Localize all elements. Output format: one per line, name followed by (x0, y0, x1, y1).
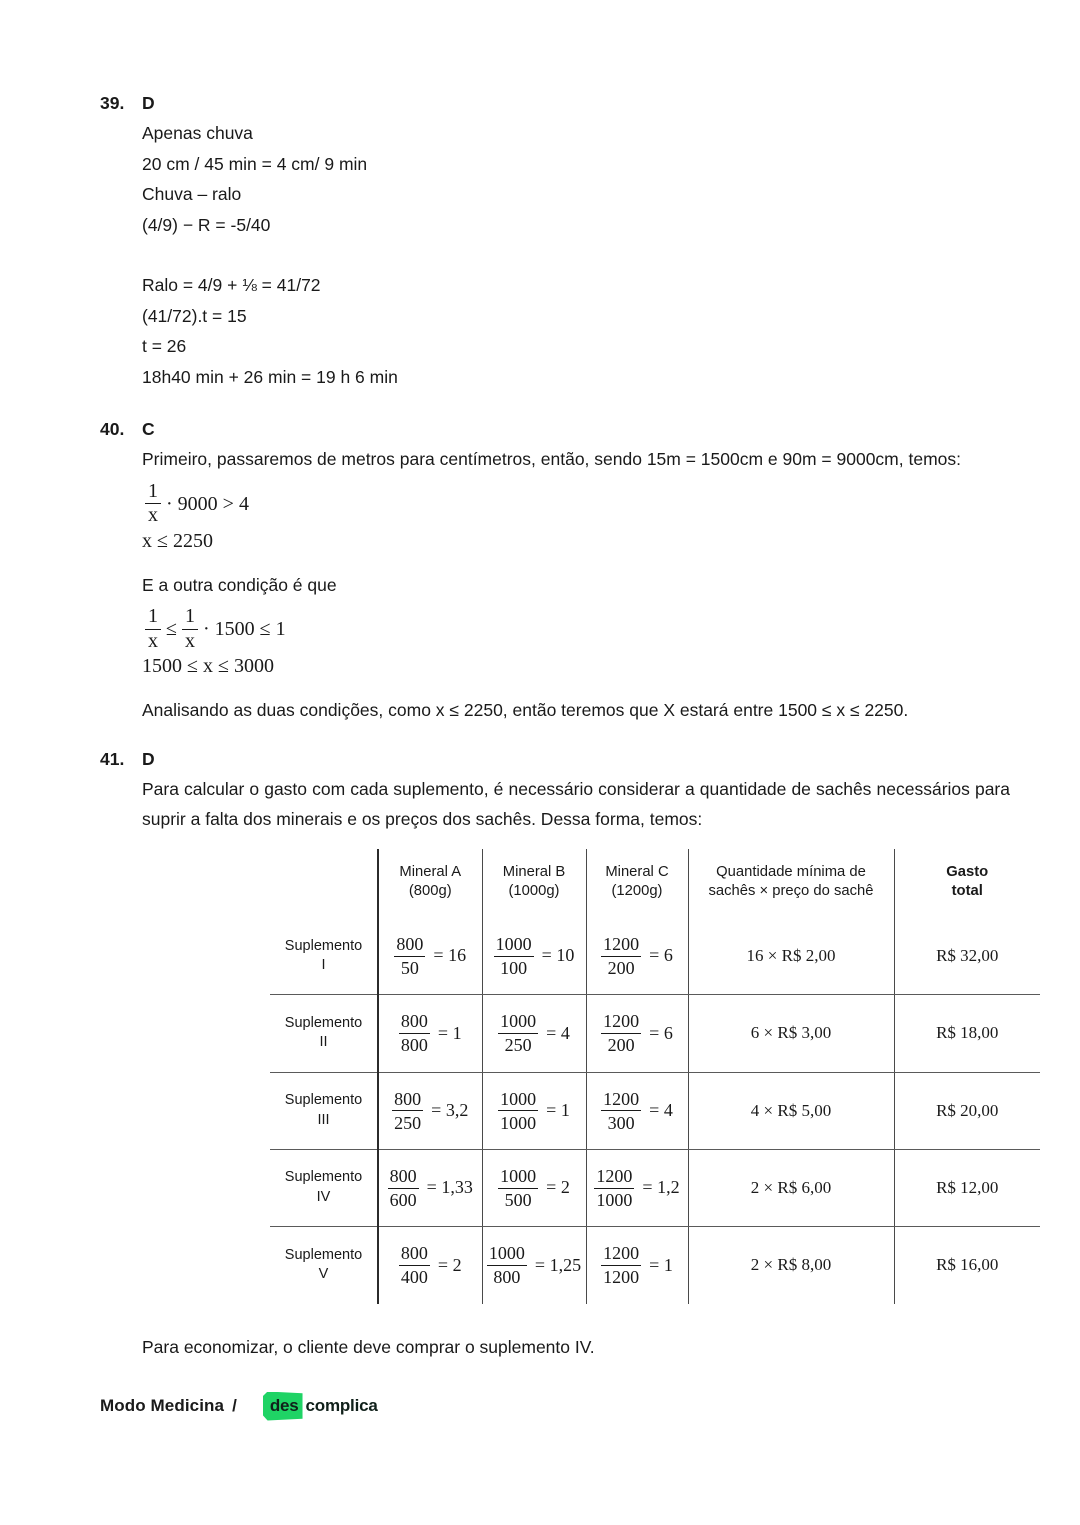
fraction-numerator: 1200 (603, 1243, 640, 1264)
header-text (270, 863, 377, 903)
fraction-denominator: 1200 (603, 1267, 640, 1288)
fraction-expression (392, 1089, 468, 1133)
fraction-numerator: 1000 (495, 933, 532, 954)
logo-chip (263, 1392, 303, 1421)
fraction-denominator: 100 (500, 958, 528, 979)
solution-line: t = 26 (142, 336, 187, 356)
header-line-2: sachês × preço do sachê (708, 883, 874, 900)
fraction-numerator: 1200 (596, 1165, 633, 1186)
fraction (601, 934, 641, 978)
total-value: R$ 20,00 (936, 1100, 999, 1120)
fraction-bar (392, 1110, 423, 1111)
fraction-denominator: 300 (607, 1112, 635, 1133)
cell-mineral-b (482, 918, 586, 995)
fraction-bar (494, 956, 534, 957)
fraction-numerator: 1200 (603, 933, 640, 954)
row-label-line-2: II (319, 1034, 328, 1051)
fraction (487, 1243, 527, 1287)
fraction-bar (498, 1033, 538, 1034)
header-text (895, 849, 1041, 918)
cell-content (379, 1073, 482, 1149)
quantity-value: 2 × R$ 8,00 (750, 1255, 832, 1275)
fraction-denominator: 50 (400, 958, 419, 979)
header-line-1: Mineral C (605, 863, 669, 880)
fraction-bar (594, 1188, 634, 1189)
fraction-numerator: 800 (396, 933, 424, 954)
solution-line: (41/72).t = 15 (142, 305, 247, 326)
row-label-line-2: IV (316, 1189, 331, 1206)
header-line-1: Gasto (946, 863, 989, 880)
equation-40-2 (142, 606, 1010, 652)
fraction-denominator: 600 (389, 1190, 417, 1211)
footer-brand: Modo Medicina (100, 1396, 225, 1415)
header-line-1: Mineral A (399, 863, 462, 880)
fraction-right (182, 606, 198, 652)
fraction-numerator: 1 (148, 479, 158, 502)
fraction-denominator: 200 (607, 1035, 635, 1056)
row-label-line-1: Suplemento (284, 1169, 363, 1186)
solution-line: 20 cm / 45 min = 4 cm/ 9 min (142, 153, 368, 174)
row-label-cell (270, 1227, 378, 1304)
header-text (483, 849, 586, 918)
row-label (270, 921, 377, 992)
row-label (270, 1152, 377, 1223)
fraction-denominator: 250 (504, 1035, 532, 1056)
header-line-1: Quantidade mínima de (716, 863, 866, 880)
cell-mineral-a (378, 1072, 482, 1149)
fraction (601, 1243, 641, 1287)
table-header-row (270, 849, 1040, 918)
equation-40-1-result: x ≤ 2250 (142, 529, 213, 552)
header-line-2: (800g) (408, 883, 452, 900)
cell-content (587, 1073, 688, 1149)
fraction-expression (498, 1089, 570, 1133)
cell-content (379, 995, 482, 1071)
row-label-line-2: III (317, 1111, 330, 1128)
fraction-result: = 1 (546, 1100, 570, 1121)
header-line-1: Mineral B (502, 863, 566, 880)
quantity-value: 4 × R$ 5,00 (750, 1100, 832, 1120)
row-label (270, 998, 377, 1069)
fraction-result: = 10 (541, 945, 575, 966)
solution-closing-41: Para economizar, o cliente deve comprar o suplemento IV. (142, 1336, 595, 1357)
total-value: R$ 16,00 (936, 1255, 999, 1275)
cell-mineral-b (482, 1227, 586, 1304)
fraction-expression (487, 1243, 581, 1287)
cell-mineral-c (586, 918, 688, 995)
row-label-line-2: V (318, 1266, 329, 1283)
cell-content (483, 995, 586, 1071)
equation-remainder: · 9000 > 4 (166, 492, 249, 515)
cell-content (689, 1227, 894, 1303)
cell-content (895, 1227, 1041, 1303)
cell-content (587, 1150, 688, 1226)
supplements-table-wrapper (100, 849, 1010, 1304)
quantity-value: 2 × R$ 6,00 (750, 1177, 832, 1197)
fraction (394, 934, 425, 978)
fraction-result: = 2 (546, 1177, 570, 1198)
question-block-39 (100, 88, 1010, 392)
cell-mineral-a (378, 1149, 482, 1226)
cell-mineral-c (586, 1227, 688, 1304)
cell-content (895, 1150, 1041, 1226)
fraction (388, 1166, 419, 1210)
solution-line: 18h40 min + 26 min = 19 h 6 min (142, 366, 398, 387)
fraction-result: = 1 (437, 1022, 462, 1043)
cell-total (894, 1149, 1040, 1226)
row-label (270, 1075, 377, 1146)
fraction-result: = 4 (546, 1022, 570, 1043)
question-number-41: 41. (100, 748, 125, 769)
cell-content (379, 1227, 482, 1303)
cell-total (894, 918, 1040, 995)
solution-line: Ralo = 4/9 + ⅛ = 41/72 (142, 275, 321, 295)
fraction-numerator: 1000 (488, 1243, 525, 1264)
solution-line: Apenas chuva (142, 123, 253, 143)
cell-mineral-c (586, 1072, 688, 1149)
fraction-result: = 1,2 (642, 1177, 680, 1198)
cell-content (689, 1073, 894, 1149)
cell-content (483, 918, 586, 994)
fraction-result: = 1 (649, 1254, 673, 1275)
fraction-numerator: 1200 (603, 1088, 640, 1109)
relation-operator: ≤ (166, 618, 177, 641)
fraction-result: = 1,25 (534, 1254, 582, 1275)
question-body-41 (142, 744, 1010, 835)
descomplica-logo[interactable] (263, 1392, 378, 1421)
fraction (399, 1011, 430, 1055)
row-label-cell (270, 918, 378, 995)
cell-mineral-a (378, 918, 482, 995)
fraction-expression (594, 1166, 679, 1210)
solution-intro-40: Primeiro, passaremos de metros para centímetros, então, sendo 15m = 1500cm e 90m = 9000cm, temos: (142, 449, 962, 469)
fraction-bar (498, 1188, 538, 1189)
question-answer-39: D (142, 93, 155, 113)
question-number-40: 40. (100, 419, 125, 439)
quantity-value: 6 × R$ 3,00 (750, 1023, 832, 1043)
cell-mineral-c (586, 1149, 688, 1226)
fraction-bar (601, 1265, 641, 1266)
fraction (601, 1089, 641, 1133)
fraction-expression (498, 1166, 570, 1210)
row-label-line-1: Suplemento (284, 1092, 363, 1109)
fraction-numerator: 1000 (500, 1088, 537, 1109)
fraction-expression (394, 934, 466, 978)
closing-wrapper (100, 1332, 1010, 1362)
fraction (498, 1011, 538, 1055)
equation-40-2-result: 1500 ≤ x ≤ 3000 (142, 655, 274, 678)
fraction-result: = 4 (649, 1100, 673, 1121)
solution-line: (4/9) − R = -5/40 (142, 214, 271, 235)
fraction-numerator: 1 (148, 605, 158, 628)
cell-quantity (688, 918, 894, 995)
fraction-numerator: 800 (389, 1165, 417, 1186)
question-body-39 (142, 88, 1010, 392)
fraction (494, 934, 534, 978)
equation-remainder: · 1500 ≤ 1 (202, 618, 286, 641)
fraction-numerator: 800 (400, 1011, 428, 1032)
fraction-bar (388, 1188, 419, 1189)
cell-quantity (688, 1072, 894, 1149)
fraction (498, 1089, 538, 1133)
total-value: R$ 12,00 (936, 1177, 999, 1197)
table-header-cell-mineral-c (586, 849, 688, 918)
solution-mid-40: E a outra condição é que (142, 574, 337, 595)
cell-quantity (688, 1227, 894, 1304)
cell-content (483, 1150, 586, 1226)
fraction (399, 1243, 430, 1287)
question-answer-41: D (142, 748, 155, 769)
row-label-line-1: Suplemento (284, 1246, 363, 1263)
fraction-denominator: 1000 (596, 1190, 633, 1211)
fraction (498, 1166, 538, 1210)
paragraph-gap (142, 556, 1010, 570)
equation-40-1 (142, 481, 1010, 527)
cell-mineral-c (586, 995, 688, 1072)
logo-chip-text: des (269, 1395, 299, 1415)
fraction-bar (399, 1033, 430, 1034)
fraction-left (145, 606, 161, 652)
block-gap (100, 726, 1010, 744)
fraction-denominator: x (148, 629, 158, 652)
fraction-bar (601, 956, 641, 957)
fraction-denominator: 500 (504, 1190, 532, 1211)
fraction-denominator: 250 (394, 1112, 422, 1133)
fraction-expression (399, 1011, 462, 1055)
fraction-bar (399, 1265, 430, 1266)
cell-quantity (688, 1149, 894, 1226)
fraction-numerator: 1200 (603, 1011, 640, 1032)
row-label-line-1: Suplemento (284, 937, 363, 954)
question-block-40 (100, 414, 1010, 726)
table-header-cell-mineral-a (378, 849, 482, 918)
table-head (270, 849, 1040, 918)
fraction-denominator: 1000 (500, 1112, 537, 1133)
fraction-denominator: 800 (493, 1267, 521, 1288)
fraction-result: = 6 (649, 945, 673, 966)
table-header-cell-quantity (688, 849, 894, 918)
header-text (587, 849, 688, 918)
cell-content (689, 1150, 894, 1226)
cell-content (483, 1073, 586, 1149)
fraction-denominator: 200 (607, 958, 635, 979)
fraction-result: = 3,2 (431, 1100, 469, 1121)
fraction-bar (498, 1110, 538, 1111)
cell-mineral-b (482, 1072, 586, 1149)
row-label (270, 1230, 377, 1301)
total-value: R$ 32,00 (936, 946, 999, 966)
solution-line: Chuva – ralo (142, 184, 242, 204)
question-block-41 (100, 744, 1010, 835)
row-label-line-1: Suplemento (284, 1014, 363, 1031)
cell-content (483, 1227, 586, 1303)
fraction-result: = 6 (649, 1022, 673, 1043)
table-header-cell-total (894, 849, 1040, 918)
row-label-cell (270, 1072, 378, 1149)
cell-mineral-b (482, 995, 586, 1072)
cell-content (689, 918, 894, 994)
fraction (601, 1011, 641, 1055)
question-answer-40: C (142, 419, 155, 439)
fraction-bar (487, 1265, 527, 1266)
table-row (270, 918, 1040, 995)
row-label-cell (270, 995, 378, 1072)
fraction-bar (394, 956, 425, 957)
fraction-numerator: 1000 (500, 1165, 537, 1186)
fraction-numerator: 1000 (500, 1011, 537, 1032)
solution-lines-39-a (142, 118, 1010, 240)
footer-separator: / (232, 1396, 237, 1415)
solution-lines-39-b (142, 270, 1010, 392)
fraction-numerator: 800 (394, 1088, 422, 1109)
fraction-expression (498, 1011, 570, 1055)
cell-content (689, 995, 894, 1071)
fraction (145, 481, 161, 527)
table-row (270, 1072, 1040, 1149)
cell-total (894, 995, 1040, 1072)
total-value: R$ 18,00 (936, 1023, 999, 1043)
fraction-expression (601, 1011, 673, 1055)
header-line-2: total (951, 883, 983, 900)
fraction-bar (601, 1033, 641, 1034)
table-row (270, 1227, 1040, 1304)
fraction-expression (399, 1243, 462, 1287)
fraction-expression (601, 934, 673, 978)
cell-content (895, 918, 1041, 994)
cell-content (587, 918, 688, 994)
header-text (689, 849, 894, 918)
fraction-expression (388, 1166, 473, 1210)
paragraph-gap (142, 240, 1010, 270)
solution-intro-41: Para calcular o gasto com cada suplemento, é necessário considerar a quantidade de sachês necessários para suprir a falta dos minerais e os preços dos sachês. Dessa forma, temos: (142, 778, 1010, 830)
header-line-2: (1200g) (611, 883, 663, 900)
table-row (270, 995, 1040, 1072)
fraction-result: = 1,33 (426, 1177, 473, 1198)
fraction (594, 1166, 634, 1210)
cell-mineral-b (482, 1149, 586, 1226)
fraction-bar (601, 1110, 641, 1111)
fraction-denominator: x (184, 629, 195, 652)
table-header-cell-mineral-b (482, 849, 586, 918)
cell-quantity (688, 995, 894, 1072)
cell-content (895, 1073, 1041, 1149)
supplements-table (270, 849, 1040, 1304)
row-label-line-2: I (321, 957, 326, 974)
header-text (379, 849, 482, 918)
fraction-denominator: 800 (400, 1035, 428, 1056)
row-label-cell (270, 1149, 378, 1226)
quantity-value: 16 × R$ 2,00 (746, 946, 836, 966)
question-body-40 (142, 414, 1010, 726)
paragraph-gap (142, 681, 1010, 695)
cell-content (379, 918, 482, 994)
table-row (270, 1149, 1040, 1226)
fraction-expression (494, 934, 575, 978)
logo-word: complica (305, 1396, 378, 1415)
block-gap (100, 392, 1010, 414)
cell-content (895, 995, 1041, 1071)
fraction-expression (601, 1089, 673, 1133)
fraction-denominator: 400 (400, 1267, 428, 1288)
table-header-cell-corner (270, 849, 378, 918)
cell-content (587, 995, 688, 1071)
fraction-expression (601, 1243, 673, 1287)
fraction-result: = 2 (437, 1254, 462, 1275)
fraction (392, 1089, 423, 1133)
fraction-numerator: 1 (184, 605, 195, 628)
solution-conclusion-40: Analisando as duas condições, como x ≤ 2250, então teremos que X estará entre 1500 ≤ x ≤ 2250. (142, 700, 909, 721)
page-footer (100, 1392, 1010, 1421)
cell-mineral-a (378, 995, 482, 1072)
table-body (270, 918, 1040, 1304)
cell-content (587, 1227, 688, 1303)
cell-content (379, 1150, 482, 1226)
cell-total (894, 1072, 1040, 1149)
fraction-numerator: 800 (400, 1243, 428, 1264)
fraction-denominator: x (148, 504, 158, 527)
fraction-result: = 16 (433, 945, 467, 966)
question-number-39: 39. (100, 93, 125, 113)
cell-mineral-a (378, 1227, 482, 1304)
cell-total (894, 1227, 1040, 1304)
header-line-2: (1000g) (508, 883, 560, 900)
